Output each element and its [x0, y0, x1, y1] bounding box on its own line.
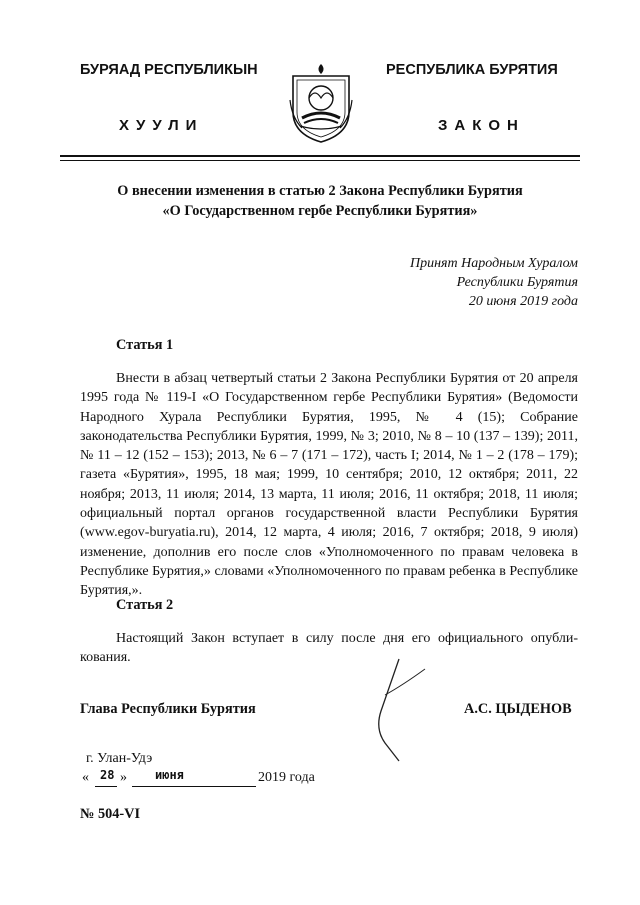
- article-2-heading: Статья 2: [116, 597, 174, 613]
- date-day-underline: [95, 786, 117, 787]
- header-right-title: РЕСПУБЛИКА БУРЯТИЯ: [386, 62, 558, 78]
- law-title-line-1: О внесении изменения в статью 2 Закона Республики Бурятия: [117, 183, 523, 199]
- law-number: № 504-VI: [80, 806, 141, 822]
- article-2-text: Настоящий Закон вступает в силу после дня его официального опубликования.: [80, 631, 578, 666]
- date-year: 2019 года: [258, 770, 315, 785]
- header-rule-thin: [60, 160, 580, 161]
- handwritten-signature: [355, 655, 445, 765]
- coat-of-arms-icon: [288, 60, 354, 144]
- date-month: июня: [155, 768, 184, 782]
- date-day: 28: [100, 768, 115, 782]
- header-left-subtitle: ХУУЛИ: [119, 117, 204, 134]
- header-right-subtitle: ЗАКОН: [438, 117, 525, 134]
- article-1-text: Внести в абзац четвертый статьи 2 Закона Республики Бурятия от 20 апреля 1995 года № 119-I «О Государственном гербе Республики Бурятия» (Ведомости Народного Хурала Республики Бурятия, 1995, № 4 (15); Собрание законодательства Республики Бурятия, 1999, № 3; 2010, № 8 – 10 (137 – 139); 2011, № 11 – 12 (152 – 153); 2013, № 6 – 7 (171 – 172), часть I; 2014, № 1 – 2 (178 – 179); газета «Бурятия», 1995, 18 мая; 1999, 10 сентября; 2010, 12 октября; 2011, 22 ноября; 2013, 11 июля; 2014, 13 марта, 11 июля; 2016, 11 октября; 2018, 11 июля; официальный портал органов государственной власти Республики Бурятия (www.egov-buryatia.ru), 2014, 12 марта, 4 июля; 2016, 7 октября; 2018, 9 июля) изменение, дополнив его после слов «Уполномоченного по правам человека в Республике Бурятия,» словами «Уполномоченного по правам ребенка в Республике Бурятия,».: [80, 371, 578, 599]
- city: г. Улан-Удэ: [86, 751, 153, 766]
- date-month-underline: [132, 786, 256, 787]
- law-title-line-2: «О Государственном гербе Республики Бурятия»: [162, 203, 478, 219]
- signatory-name: А.С. ЦЫДЕНОВ: [464, 701, 572, 717]
- date-open-quote: «: [82, 770, 89, 785]
- header-rule-thick: [60, 155, 580, 157]
- adopted-date: 20 июня 2019 года: [468, 294, 578, 309]
- date-close-quote: »: [120, 770, 127, 785]
- adopted-line-2: Республики Бурятия: [456, 275, 578, 290]
- header-left-title: БУРЯАД РЕСПУБЛИКЫН: [80, 62, 258, 78]
- signatory-position: Глава Республики Бурятия: [80, 701, 256, 717]
- article-1-heading: Статья 1: [116, 337, 174, 353]
- adopted-line-1: Принят Народным Хуралом: [409, 256, 578, 271]
